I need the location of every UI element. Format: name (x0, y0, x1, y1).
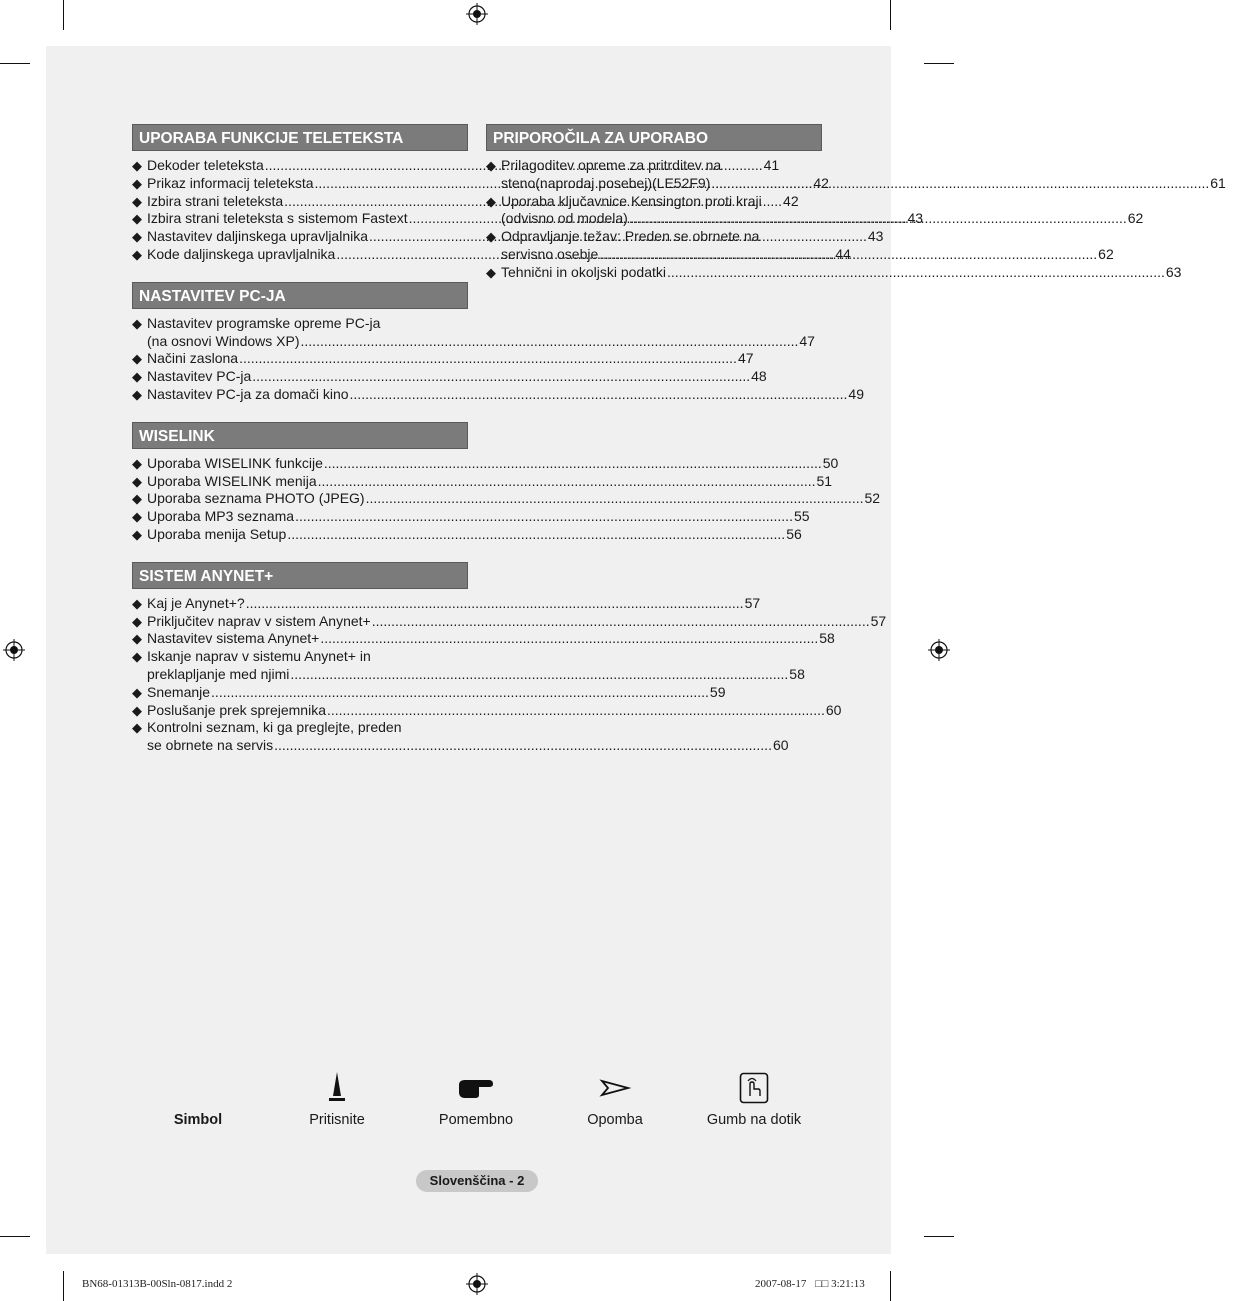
dot-leader (295, 508, 793, 526)
toc-entry[interactable] (132, 472, 833, 491)
toc-entry[interactable] (132, 525, 802, 544)
dot-leader (320, 630, 818, 648)
diamond-bullet-icon: ◆ (132, 720, 142, 736)
toc-page-number: 61 (1210, 174, 1226, 191)
dot-leader (350, 386, 848, 404)
diamond-bullet-icon: ◆ (132, 595, 142, 611)
toc-page-number: 58 (819, 630, 835, 647)
dot-leader (274, 737, 772, 755)
toc-entry-text: (na osnovi Windows XP) (147, 332, 300, 349)
diamond-bullet-icon: ◆ (486, 229, 496, 245)
dot-leader (252, 368, 750, 386)
toc-entry-text: Izbira strani teleteksta s sistemom Fastext (147, 210, 408, 227)
registration-mark-icon (466, 1273, 488, 1295)
diamond-bullet-icon: ◆ (132, 649, 142, 665)
toc-entry-text: Uporaba seznama PHOTO (JPEG) (147, 490, 365, 507)
diamond-bullet-icon: ◆ (132, 193, 142, 209)
dot-leader (290, 666, 788, 684)
toc-page-number: 60 (772, 737, 789, 754)
dot-leader (239, 350, 737, 368)
toc-entry[interactable] (486, 263, 1182, 282)
dot-leader (366, 490, 864, 508)
toc-entry-text: Iskanje naprav v sistemu Anynet+ in (147, 648, 371, 665)
dot-leader (287, 526, 785, 544)
section-heading: UPORABA FUNKCIJE TELETEKSTA (132, 124, 468, 151)
dot-leader (318, 473, 816, 491)
toc-page-number: 42 (783, 192, 799, 209)
toc-entry[interactable] (132, 701, 842, 720)
diamond-bullet-icon: ◆ (132, 211, 142, 227)
diamond-bullet-icon: ◆ (132, 702, 142, 718)
toc-page-number: 59 (709, 683, 726, 700)
toc-entry-text: (odvisno od modela) (501, 210, 628, 227)
touch-button-icon (739, 1072, 769, 1104)
dot-leader (324, 455, 822, 473)
toc-entry-text: Kaj je Anynet+? (147, 594, 245, 611)
toc-page-number: 47 (737, 350, 754, 367)
toc-entry[interactable] (132, 454, 839, 473)
diamond-bullet-icon: ◆ (132, 369, 142, 385)
toc-entry-text: Prikaz informacij teleteksta (147, 174, 314, 191)
toc-entry-text: Dekoder teleteksta (147, 157, 264, 173)
slug-time: 3:21:13 (831, 1278, 865, 1290)
diamond-bullet-icon: ◆ (132, 509, 142, 525)
dot-leader (599, 246, 1097, 264)
dot-leader (629, 210, 1127, 228)
toc-entry[interactable] (132, 630, 835, 648)
diamond-bullet-icon: ◆ (132, 473, 142, 489)
toc-entry-text: Nastavitev programske opreme PC-ja (147, 314, 381, 331)
toc-entry[interactable] (132, 490, 881, 508)
toc-entry-text: Nastavitev PC-ja (147, 368, 252, 385)
toc-page-number: 63 (1165, 263, 1182, 280)
toc-entry-text: Nastavitev daljinskega upravljalnika (147, 228, 369, 245)
diamond-bullet-icon: ◆ (132, 158, 142, 173)
toc-entry-text: Odpravljanje težav: Preden se obrnete na (501, 228, 760, 245)
dot-leader (301, 333, 799, 351)
toc-page-number: 62 (1127, 210, 1144, 227)
crop-mark (924, 1236, 954, 1237)
toc-entry-text: Kontrolni seznam, ki ga preglejte, preden (147, 719, 402, 736)
toc-entry[interactable] (132, 594, 761, 613)
crop-mark (63, 0, 64, 30)
legend-item-press (277, 1068, 397, 1128)
toc-page-number: 43 (867, 228, 884, 245)
diamond-bullet-icon: ◆ (132, 684, 142, 700)
section-heading: PRIPOROČILA ZA UPORABO (486, 124, 822, 151)
note-arrow-icon (600, 1079, 630, 1097)
legend-item-note (555, 1068, 675, 1128)
toc-page-number: 42 (813, 174, 829, 191)
toc-entry-text: Snemanje (147, 683, 211, 700)
toc-entry-text: Uporaba MP3 seznama (147, 508, 295, 525)
toc-entry[interactable] (132, 385, 864, 404)
toc-entry-text: Tehnični in okoljski podatki (501, 263, 666, 280)
toc-page-number: 51 (816, 472, 833, 489)
legend-item-important (416, 1068, 536, 1128)
toc-entry-text: preklapljanje med njimi (147, 665, 290, 682)
diamond-bullet-icon: ◆ (486, 158, 496, 173)
crop-mark (924, 63, 954, 64)
toc-entry-text: se obrnete na servis (147, 737, 274, 754)
press-icon (327, 1070, 347, 1106)
toc-entry[interactable] (132, 368, 767, 386)
toc-entry[interactable] (132, 683, 726, 702)
dot-leader (327, 702, 825, 720)
toc-entry-text: Uporaba menija Setup (147, 525, 287, 542)
toc-page-number: 57 (870, 612, 887, 629)
crop-mark (0, 63, 30, 64)
slug-date (755, 1278, 865, 1290)
diamond-bullet-icon: ◆ (132, 351, 142, 367)
toc-entry-text: servisno osebje (501, 245, 599, 262)
toc-entry[interactable] (132, 648, 805, 684)
slug-file: BN68-01313B-00Sln-0817.indd 2 (82, 1278, 233, 1290)
legend-symbol (138, 1068, 258, 1128)
diamond-bullet-icon: ◆ (132, 386, 142, 402)
legend-item-touch (694, 1068, 814, 1128)
toc-page-number: 58 (789, 665, 805, 682)
diamond-bullet-icon: ◆ (486, 193, 496, 209)
diamond-bullet-icon: ◆ (132, 526, 142, 542)
legend-label: Pomembno (438, 1112, 514, 1128)
dot-leader (246, 595, 744, 613)
dot-leader (372, 613, 870, 631)
toc-section (132, 422, 881, 544)
toc-page-number: 55 (793, 508, 810, 525)
registration-mark-icon (466, 3, 488, 25)
section-heading: NASTAVITEV PC-JA (132, 282, 468, 309)
toc-entry-text: Uporaba WISELINK menija (147, 472, 317, 489)
toc-entry[interactable] (132, 314, 815, 351)
pointing-hand-icon (457, 1077, 495, 1099)
toc-entry[interactable] (132, 350, 754, 368)
toc-page-number: 57 (744, 594, 761, 611)
registration-mark-icon (3, 639, 25, 661)
toc-entry[interactable] (132, 612, 887, 631)
legend-label: Pritisnite (309, 1112, 365, 1128)
diamond-bullet-icon: ◆ (132, 175, 142, 191)
slug-date-value: 2007-08-17 (755, 1278, 807, 1290)
toc-page-number: 47 (799, 332, 815, 349)
toc-entry-text: Uporaba ključavnice Kensington proti kraji (501, 192, 762, 209)
dot-leader (711, 175, 1209, 193)
dot-leader (667, 264, 1165, 282)
toc-page-number: 48 (751, 368, 767, 385)
toc-entry-text: Načini zaslona (147, 350, 239, 367)
slug-boxes: □□ (815, 1278, 829, 1290)
section-heading: WISELINK (132, 422, 468, 449)
diamond-bullet-icon: ◆ (132, 491, 142, 507)
crop-mark (0, 1236, 30, 1237)
legend-label: Opomba (587, 1112, 643, 1128)
toc-page-number: 52 (864, 490, 881, 507)
diamond-bullet-icon: ◆ (132, 613, 142, 629)
dot-leader (211, 684, 709, 702)
toc-section (132, 282, 864, 404)
section-heading: SISTEM ANYNET+ (132, 562, 468, 589)
toc-page-number: 49 (848, 385, 864, 402)
diamond-bullet-icon: ◆ (132, 246, 142, 262)
toc-entry-text: Nastavitev PC-ja za domači kino (147, 385, 349, 402)
toc-page-number: 43 (907, 210, 924, 227)
toc-entry-text: Uporaba WISELINK funkcije (147, 454, 323, 471)
diamond-bullet-icon: ◆ (486, 264, 496, 280)
toc-page-number: 41 (763, 157, 780, 173)
toc-entry-text: steno(naprodaj posebej)(LE52F9) (501, 174, 711, 191)
symbol-legend (150, 1068, 830, 1138)
diamond-bullet-icon: ◆ (132, 631, 142, 647)
toc-page-number: 44 (835, 245, 851, 262)
legend-label: Gumb na dotik (706, 1112, 802, 1128)
toc-page-number: 56 (786, 525, 802, 542)
toc-entry-text: Priključitev naprav v sistem Anynet+ (147, 612, 371, 629)
toc-entry-text: Izbira strani teleteksta (147, 192, 284, 209)
registration-mark-icon (928, 639, 950, 661)
toc-entry-text: Prilagoditev opreme za pritrditev na (501, 157, 722, 173)
crop-mark (890, 0, 891, 30)
toc-entry[interactable] (132, 508, 810, 526)
toc-page-number: 60 (825, 701, 842, 718)
crop-mark (890, 1271, 891, 1301)
diamond-bullet-icon: ◆ (132, 455, 142, 471)
legend-symbol-label: Simbol (173, 1112, 223, 1128)
toc-section (132, 562, 887, 755)
page-number-badge: Slovenščina - 2 (416, 1170, 538, 1192)
toc-entry[interactable] (132, 719, 789, 755)
crop-mark (63, 1271, 64, 1301)
toc-page-number: 50 (822, 454, 839, 471)
diamond-bullet-icon: ◆ (132, 229, 142, 245)
toc-entry-text: Poslušanje prek sprejemnika (147, 701, 326, 718)
toc-entry[interactable] (486, 157, 1226, 193)
toc-entry-text: Nastavitev sistema Anynet+ (147, 630, 320, 647)
diamond-bullet-icon: ◆ (132, 315, 142, 331)
toc-entry-text: Kode daljinskega upravljalnika (147, 245, 336, 262)
toc-page-number: 62 (1098, 245, 1114, 262)
